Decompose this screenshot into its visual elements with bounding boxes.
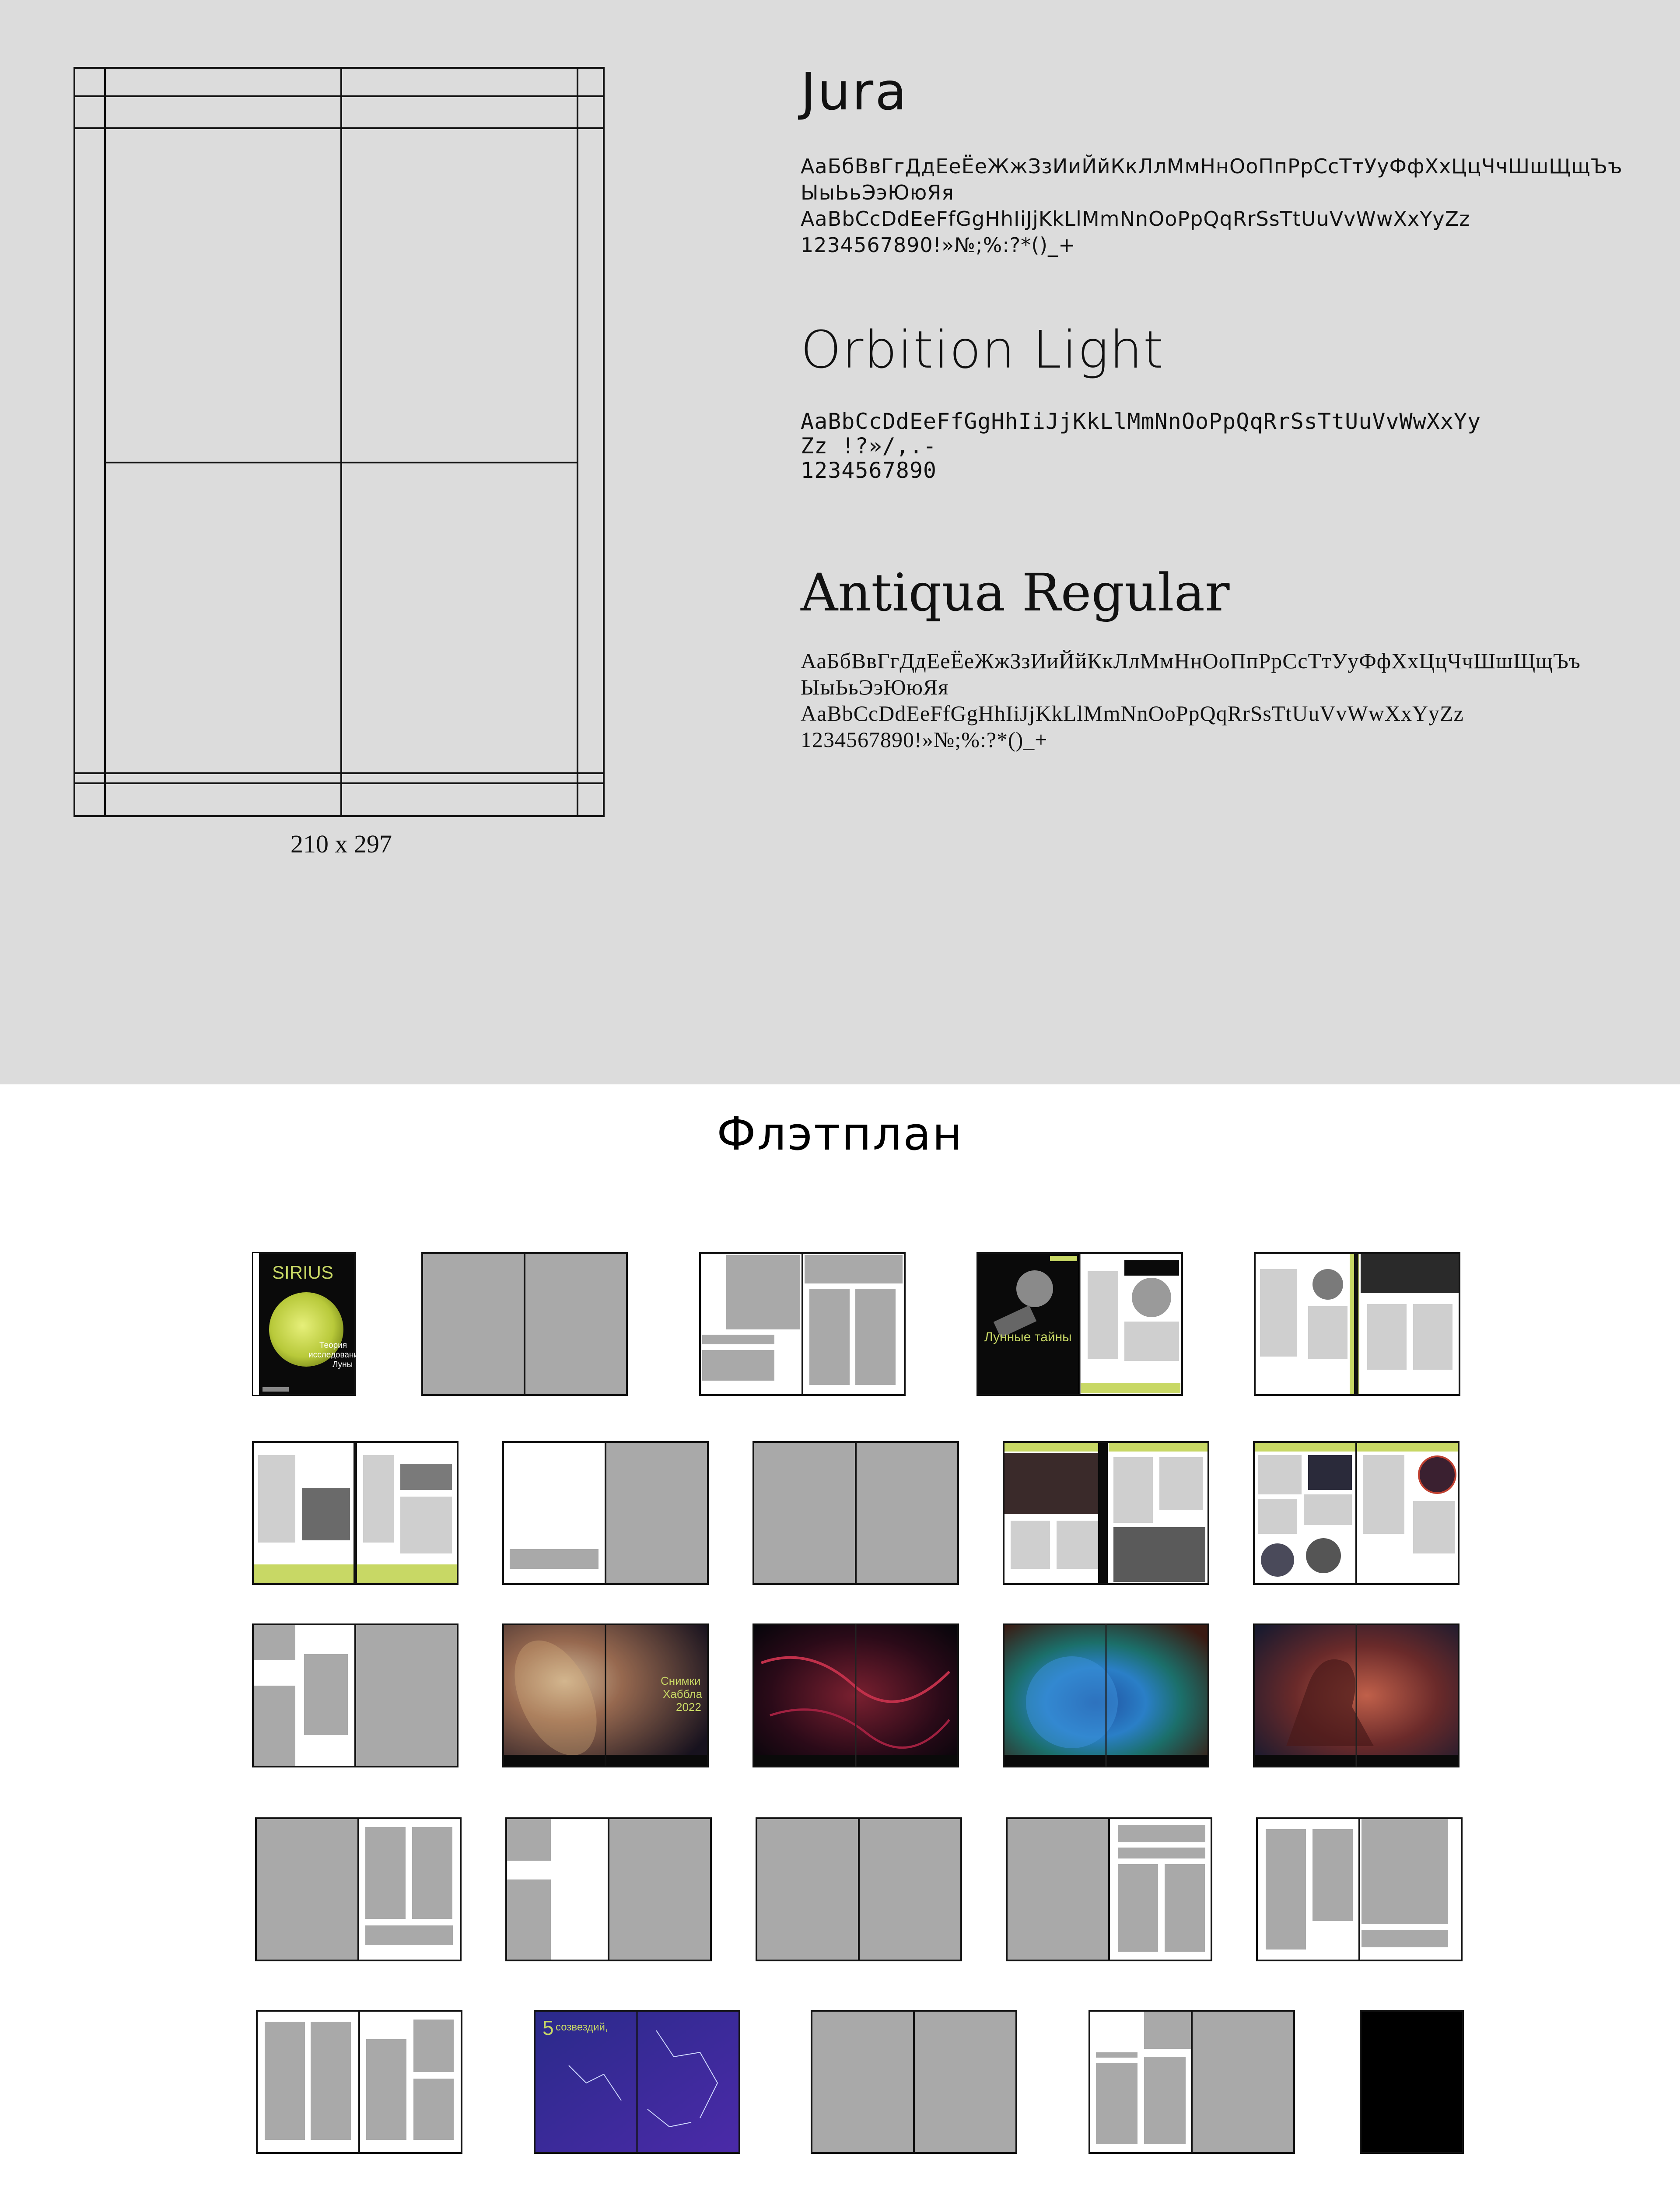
sample-line: AaBbCcDdEeFfGgHhIiJjKkLlMmNnOoPpQqRrSsTtUuVvWwXxYyZz — [801, 701, 1464, 726]
constellations-number: 5 — [542, 2016, 554, 2039]
spread-layout — [506, 1818, 711, 1960]
cover-subtitle-3: Луны — [332, 1360, 353, 1369]
sample-line: AaBbCcDdEeFfGgHhIiJjKkLlMmNnOoPpQqRrSsTtUuVvWwXxYyZz — [801, 207, 1470, 231]
spread-layout — [700, 1253, 905, 1395]
spread-layout — [503, 1442, 708, 1584]
sample-line: Zz !?»/,.- — [801, 433, 937, 459]
cover-title: SIRIUS — [272, 1262, 334, 1283]
spread-layout — [1257, 1818, 1462, 1960]
spread-red-nebula — [753, 1624, 958, 1767]
sample-line: AaBbCcDdEeFfGgHhIiJjKkLlMmNnOoPpQqRrSsTtUuVvWwXxYy — [801, 409, 1481, 434]
sample-line: АаБбВвГгДдЕеЁеЖжЗзИиЙйКкЛлМмНнОоПпРрСсТтУуФфХхЦцЧчШшЩщЪъ — [801, 649, 1581, 673]
spread-layout — [253, 1624, 458, 1767]
spread-placeholder — [422, 1253, 627, 1395]
spread-constellations — [535, 2011, 739, 2153]
page-cover — [253, 1253, 363, 1395]
constellations-title: созвездий, — [556, 2021, 608, 2033]
sample-line: 1234567890!»№;%:?*()_+ — [801, 233, 1076, 257]
spread-deep-space — [1254, 1442, 1459, 1584]
font-name-jura: Jura — [801, 61, 909, 122]
sample-line: ЫыЬьЭэЮюЯя — [801, 181, 954, 204]
spread-galaxies-text — [1004, 1442, 1208, 1584]
sample-line: АаБбВвГгДдЕеЁеЖжЗзИиЙйКкЛлМмНнОоПпРрСсТтУуФфХхЦцЧчШшЩщЪъ — [801, 154, 1623, 178]
sample-line: ЫыЬьЭэЮюЯя — [801, 675, 949, 699]
spread-hubble — [498, 1624, 708, 1768]
spread-layout — [257, 2011, 462, 2153]
spread-astronaut — [253, 1442, 458, 1584]
cover-subtitle-2: исследования — [308, 1350, 363, 1360]
spread-layout — [256, 1818, 461, 1960]
hubble-title-2: Хаббла — [663, 1687, 703, 1701]
sample-line: 1234567890!»№;%:?*()_+ — [801, 727, 1048, 752]
spread-layout — [1089, 2011, 1294, 2153]
spread-placeholder — [753, 1442, 958, 1584]
font-name-orbition: Orbition Light — [801, 319, 1165, 380]
spread-apollo — [1255, 1253, 1460, 1395]
page-size-label: 210 x 297 — [290, 830, 392, 858]
spread-bubble-nebula — [1004, 1624, 1208, 1767]
spread-moon-secrets — [977, 1253, 1182, 1395]
cover-subtitle-1: Теория — [319, 1341, 347, 1350]
font-name-antiqua: Antiqua Regular — [801, 562, 1230, 623]
spread-horsehead-nebula — [1254, 1624, 1459, 1767]
spread-placeholder — [756, 1818, 961, 1960]
sample-line: 1234567890 — [801, 458, 937, 483]
spread-layout — [1007, 1818, 1211, 1960]
page-back-cover — [1361, 2011, 1463, 2153]
flatplan-title: Флэтплан — [717, 1107, 963, 1161]
hubble-title-3: 2022 — [676, 1701, 701, 1714]
spread-placeholder — [812, 2011, 1016, 2153]
moon-spread-title: Лунные тайны — [984, 1330, 1072, 1344]
hubble-title-1: Снимки — [661, 1674, 701, 1687]
